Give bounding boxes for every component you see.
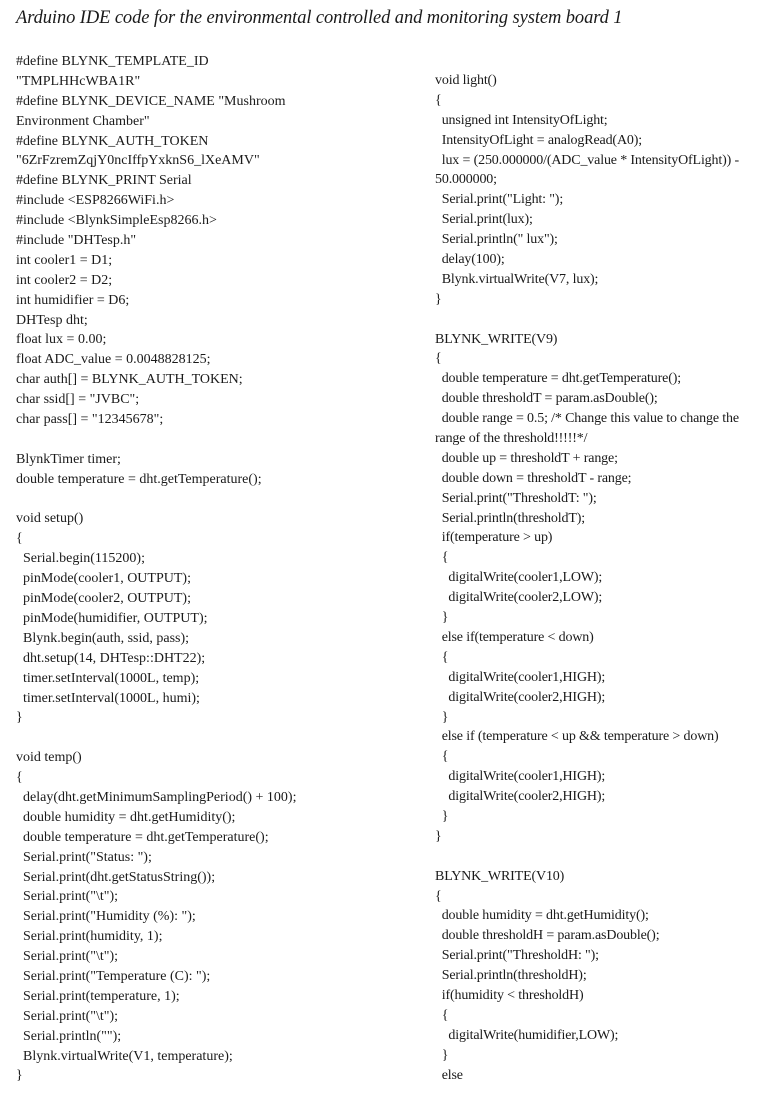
code-line: Serial.print("\t"); xyxy=(16,889,119,905)
code-line: if(temperature > up) xyxy=(435,530,553,546)
code-line: delay(100); xyxy=(435,252,505,268)
code-line: digitalWrite(cooler1,HIGH); xyxy=(435,769,606,785)
code-line: digitalWrite(cooler2,HIGH); xyxy=(435,789,606,805)
code-line: #define BLYNK_TEMPLATE_ID xyxy=(16,54,209,69)
code-line: Serial.println(" lux"); xyxy=(435,232,558,248)
code-line: BlynkTimer timer; xyxy=(16,451,121,467)
code-line: double temperature = dht.getTemperature(); xyxy=(435,371,681,387)
code-line: { xyxy=(435,1007,449,1023)
code-line xyxy=(435,310,778,330)
code-line: float lux = 0.00; xyxy=(16,332,107,348)
code-line: pinMode(cooler2, OUTPUT); xyxy=(16,591,191,607)
code-line: } xyxy=(435,291,442,307)
code-line: double up = thresholdT + range; xyxy=(435,450,618,466)
code-line: void light() xyxy=(435,73,497,88)
code-line: } xyxy=(16,1068,23,1084)
code-line: dht.setup(14, DHTesp::DHT22); xyxy=(16,650,206,666)
code-line: Serial.print("ThresholdT: "); xyxy=(435,490,597,506)
code-line: { xyxy=(435,888,442,904)
code-line: } xyxy=(435,808,449,824)
code-line: } xyxy=(435,828,442,844)
code-line: range of the threshold!!!!!*/ xyxy=(435,431,588,447)
code-line xyxy=(435,847,778,867)
code-line: Blynk.begin(auth, ssid, pass); xyxy=(16,630,190,646)
code-line: Serial.print("Humidity (%): "); xyxy=(16,909,196,925)
code-line: } xyxy=(435,610,449,626)
code-line: Serial.println(thresholdT); xyxy=(435,510,586,526)
code-line: #define BLYNK_AUTH_TOKEN xyxy=(16,133,209,149)
code-line: { xyxy=(435,649,449,665)
code-line: digitalWrite(humidifier,LOW); xyxy=(435,1027,619,1043)
code-line: digitalWrite(cooler1,HIGH); xyxy=(435,669,606,685)
code-line: Serial.print("\t"); xyxy=(16,949,119,965)
code-line: double temperature = dht.getTemperature(); xyxy=(16,829,269,845)
code-line: Serial.print(humidity, 1); xyxy=(16,929,163,945)
code-line: Serial.begin(115200); xyxy=(16,551,145,567)
document-title: Arduino IDE code for the environmental controlled and monitoring system board 1 xyxy=(16,8,623,28)
code-line: { xyxy=(16,531,23,547)
code-line: Serial.print(lux); xyxy=(435,212,533,228)
code-line: "6ZrFzremZqjY0ncIffpYxknS6_lXeAMV" xyxy=(16,153,260,169)
code-line: 50.000000; xyxy=(435,172,497,188)
code-line: int cooler1 = D1; xyxy=(16,252,113,268)
code-line: else xyxy=(435,1067,463,1083)
code-line: Serial.println(""); xyxy=(16,1028,122,1044)
code-line: void temp() xyxy=(16,750,82,766)
code-line: Serial.print(temperature, 1); xyxy=(16,988,180,1004)
code-line: #include <BlynkSimpleEsp8266.h> xyxy=(16,213,217,229)
code-line: float ADC_value = 0.0048828125; xyxy=(16,352,211,368)
code-line: { xyxy=(435,351,442,367)
code-line: if(humidity < thresholdH) xyxy=(435,987,584,1003)
code-line: } xyxy=(435,1047,449,1063)
code-line: digitalWrite(cooler2,LOW); xyxy=(435,590,603,606)
code-line: void setup() xyxy=(16,511,84,527)
code-line: double humidity = dht.getHumidity(); xyxy=(435,908,649,924)
code-line: unsigned int IntensityOfLight; xyxy=(435,112,608,128)
code-line: { xyxy=(435,92,442,108)
code-line: timer.setInterval(1000L, humi); xyxy=(16,690,200,706)
code-line: double down = thresholdT - range; xyxy=(435,470,632,486)
code-line: } xyxy=(16,710,23,726)
code-line: double range = 0.5; /* Change this value to change the xyxy=(435,411,739,427)
code-line: Serial.print("Status: "); xyxy=(16,849,152,865)
code-line: pinMode(humidifier, OUTPUT); xyxy=(16,610,208,626)
code-line: BLYNK_WRITE(V9) xyxy=(435,331,558,347)
code-line: int humidifier = D6; xyxy=(16,292,130,308)
code-line xyxy=(16,728,421,748)
code-line: { xyxy=(435,550,449,566)
code-line: else if(temperature < down) xyxy=(435,629,594,645)
code-line: double temperature = dht.getTemperature(); xyxy=(16,471,262,487)
code-line: { xyxy=(435,749,449,765)
code-line: Serial.print(dht.getStatusString()); xyxy=(16,869,216,885)
code-line: Blynk.virtualWrite(V7, lux); xyxy=(435,271,599,287)
code-column-right xyxy=(435,71,778,1085)
code-line: Serial.print("ThresholdH: "); xyxy=(435,948,599,964)
code-line: pinMode(cooler1, OUTPUT); xyxy=(16,571,191,587)
code-line: char pass[] = "12345678"; xyxy=(16,412,164,428)
code-line: { xyxy=(16,770,23,786)
code-line: double humidity = dht.getHumidity(); xyxy=(16,809,236,825)
code-line: IntensityOfLight = analogRead(A0); xyxy=(435,132,642,148)
code-line: #include "DHTesp.h" xyxy=(16,233,137,249)
code-line: digitalWrite(cooler1,LOW); xyxy=(435,570,603,586)
code-line xyxy=(16,490,421,510)
code-line: Serial.print("Light: "); xyxy=(435,192,564,208)
code-line: BLYNK_WRITE(V10) xyxy=(435,868,565,884)
code-line: digitalWrite(cooler2,HIGH); xyxy=(435,689,606,705)
code-line: lux = (250.000000/(ADC_value * IntensityOfLight)) - xyxy=(435,152,740,168)
code-line: DHTesp dht; xyxy=(16,312,88,328)
code-line: Serial.println(thresholdH); xyxy=(435,968,587,984)
code-line: #define BLYNK_PRINT Serial xyxy=(16,173,192,189)
code-line: timer.setInterval(1000L, temp); xyxy=(16,670,200,686)
code-line: Serial.print("Temperature (C): "); xyxy=(16,968,211,984)
code-line: "TMPLHHcWBA1R" xyxy=(16,73,141,89)
code-line: Environment Chamber" xyxy=(16,113,150,129)
code-line: double thresholdH = param.asDouble(); xyxy=(435,928,660,944)
code-line: else if (temperature < up && temperature > down) xyxy=(435,729,719,745)
code-line: char auth[] = BLYNK_AUTH_TOKEN; xyxy=(16,372,243,388)
code-line: #define BLYNK_DEVICE_NAME "Mushroom xyxy=(16,93,286,109)
code-column-left xyxy=(16,52,421,1086)
code-line: Blynk.virtualWrite(V1, temperature); xyxy=(16,1048,233,1064)
code-line: Serial.print("\t"); xyxy=(16,1008,119,1024)
code-line: } xyxy=(435,709,449,725)
code-line xyxy=(16,430,421,450)
code-line: delay(dht.getMinimumSamplingPeriod() + 100); xyxy=(16,789,297,805)
code-line: int cooler2 = D2; xyxy=(16,272,113,288)
code-line: double thresholdT = param.asDouble(); xyxy=(435,391,658,407)
code-line: char ssid[] = "JVBC"; xyxy=(16,392,140,408)
code-line: #include <ESP8266WiFi.h> xyxy=(16,193,175,209)
